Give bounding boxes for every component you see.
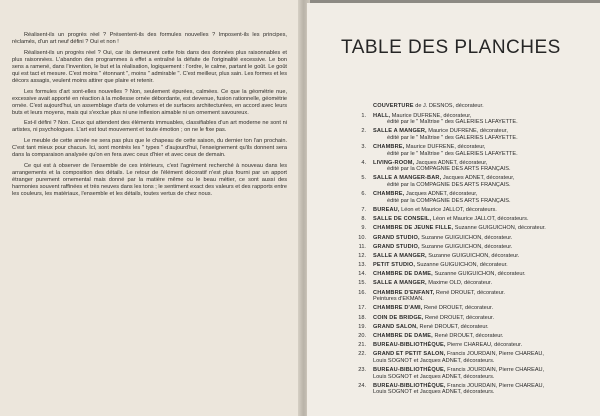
paragraph: Réalisent-ils un progrès réel ? Oui, car ils demeurent cette fois dans des données plus raisonnables et plus raisonnées. L'abandon des programmes à effet a entraîné la défaite de l'originalité excessive. Le bon sens a ramené, dans l'invention, le but et la réalisation, logiquement : l'ordre, le calme, partant le goût. Le goût qui est tact et mesure. C'est moins " étonnant ", moins " admirable ". C'est meilleur, plus sain. Les formes et les décors assagis, veulent moins attirer que plaire et retenir. [12, 49, 287, 84]
plate-credit: René DROUET, décorateur. [432, 332, 504, 339]
plate-number: 14. [358, 271, 366, 278]
plate-entry [353, 128, 593, 141]
plate-room: CHAMBRE, [373, 144, 405, 151]
plate-line [373, 253, 593, 260]
plate-number: 11. [358, 243, 366, 250]
plate-credit: René DROUET, décorateur. [434, 289, 505, 296]
plate-line [373, 280, 593, 287]
plate-line [373, 305, 593, 312]
plate-number: 16. [358, 289, 366, 296]
plate-number: 22. [358, 351, 366, 358]
plate-line [373, 296, 593, 303]
plate-line [373, 119, 593, 126]
page-title: TABLE DES PLANCHES [341, 37, 561, 58]
plate-number: 19. [358, 323, 366, 330]
toc-cover [353, 103, 593, 110]
plate-entry [353, 244, 593, 251]
plate-room: SALLE A MANGER, [373, 252, 427, 259]
plate-number: 18. [358, 314, 366, 321]
plate-entry [353, 305, 593, 312]
cover-label: COUVERTURE [373, 103, 414, 109]
plate-line [373, 207, 593, 214]
plate-credit: Louis SOGNOT et Jacques ADNET, décorateurs. [373, 357, 495, 364]
plate-line [373, 262, 593, 269]
plate-credit: Maurice DUFRENE, décorateur, [404, 144, 486, 151]
plate-room: COIN DE BRIDGE, [373, 314, 424, 321]
plate-entry [353, 271, 593, 278]
plate-credit: Jacques ADNET, décorateur, [414, 159, 488, 166]
plate-entry [353, 160, 593, 173]
plate-room: CHAMBRE DE JEUNE FILLE, [373, 225, 454, 232]
plate-room: GRAND ET PETIT SALON, [373, 351, 446, 358]
plate-credit: Léon et Maurice JALLOT, décorateurs. [431, 216, 529, 223]
plate-room: CHAMBRE, [373, 191, 405, 198]
plate-number: 10. [358, 234, 366, 241]
plate-number: 12. [358, 252, 366, 259]
plate-entry [353, 144, 593, 157]
plate-line [373, 389, 593, 396]
plate-entry [353, 351, 593, 364]
plate-number: 5. [361, 175, 366, 182]
plate-line [373, 358, 593, 365]
plate-credit: édité par la COMPAGNIE DES ARTS FRANÇAIS. [387, 166, 511, 173]
plate-credit: Suzanne GUIGUICHON, décorateur. [453, 225, 546, 232]
plate-entry [353, 262, 593, 269]
plate-number: 20. [358, 332, 366, 339]
plate-credit: édité par le " Maîtrise " des GALERIES LAFAYETTE. [387, 150, 518, 157]
plate-room: SALLE DE CONSEIL, [373, 216, 432, 223]
plate-number: 2. [361, 128, 366, 135]
plate-entry [353, 342, 593, 349]
plate-entry [353, 383, 593, 396]
plate-number: 15. [358, 280, 366, 287]
plate-entry [353, 191, 593, 204]
plate-entry [353, 216, 593, 223]
plate-credit: René DROUET, décorateur. [422, 305, 493, 312]
plates-list [353, 103, 593, 399]
plate-room: BUREAU, [373, 206, 400, 213]
plate-line [373, 235, 593, 242]
plate-line [373, 225, 593, 232]
plate-room: SALLE A MANGER, [373, 128, 427, 135]
plate-line [373, 198, 593, 205]
plate-entry [353, 175, 593, 188]
plate-room: CHAMBRE D'ENFANT, [373, 289, 435, 296]
plate-room: LIVING-ROOM, [373, 159, 415, 166]
plate-credit: édité par le " Maîtrise " des GALERIES LAFAYETTE. [387, 134, 518, 141]
plate-number: 17. [358, 305, 366, 312]
plate-line [373, 216, 593, 223]
plate-line [373, 135, 593, 142]
plate-credit: René DROUET, décorateur. [418, 323, 489, 330]
plate-line [373, 324, 593, 331]
plate-number: 8. [361, 216, 366, 223]
plate-entry [353, 113, 593, 126]
plate-credit: Maurice DUFRENE, décorateur, [390, 112, 472, 119]
plate-room: CHAMBRE DE DAME, [373, 332, 433, 339]
plate-credit: Pierre CHAREAU, décorateur. [445, 342, 523, 349]
plate-line [373, 151, 593, 158]
plate-credit: édité par le " Maîtrise " des GALERIES LAFAYETTE. [387, 119, 518, 126]
plate-entry [353, 367, 593, 380]
plate-credit: édité par la COMPAGNIE DES ARTS FRANÇAIS. [387, 197, 511, 204]
plate-credit: Suzanne GUIGUICHON, décorateur. [432, 271, 526, 278]
paragraph: Les formules d'art sont-elles nouvelles ? Non, seulement épurées, calmées. Ce que la géométrie nue, excessive avait apporté en réaction à la mollesse ornée débordante, est devenue, fusion rationnelle, géométrie ornée. C'est aujourd'hui, un assemblage d'arts de volumes et de surfaces architecturées, en accord avec leurs buts et leurs moyens, mais qui s'exclue plus ni une inflexion aimable ni un ornement savoureux. [12, 88, 287, 116]
plate-entry [353, 333, 593, 340]
plate-room: BUREAU-BIBLIOTHÈQUE, [373, 342, 446, 349]
plate-number: 6. [361, 191, 366, 198]
plate-credit: Léon et Maurice JALLOT, décorateurs. [399, 206, 497, 213]
plate-room: HALL, [373, 112, 391, 119]
paragraph: Ce qui est à observer de l'ensemble de ces intérieurs, c'est l'agrément recherché à nouveau dans les arrangements et la composition des détails. Le retour de l'élément décoratif n'est plus fourni par un apport étranger purement ornemental mais donné par la matière même ou le beau métier, ce sont aussi des harmonies souvent raffinées et très neuves dans les tons ; le sentiment exact des valeurs et des rapports entre les couleurs, les matériaux, l'ensemble et les détails, toutes vertus de chez nous. [12, 163, 287, 198]
plate-credit: Francis JOURDAIN, Pierre CHAREAU, [445, 367, 545, 374]
plate-line [373, 333, 593, 340]
plate-credit: Suzanne GUIGUICHON, décorateur. [419, 243, 513, 250]
paragraph: Réalisent-ils un progrès réel ? Présentent-ils des formules nouvelles ? Imposent-ils les principes, réclamés, d'un art neuf défini ? Oui et non ! [12, 32, 287, 45]
cover-credit: de J. DESNOS, décorateur. [415, 103, 484, 109]
plate-credit: Jacques ADNET, décorateur, [441, 175, 515, 182]
right-page [306, 3, 600, 416]
plate-line [373, 374, 593, 381]
paragraph: Le meuble de cette année ne sera pas plus que le chapeau de cette saison, du dernier ton l'an prochain. C'est tant mieux pour chacun. Ici, sont montrés les " types " d'aujourd'hui, l'enseignement qu'ils donnent sera dans la comparaison analysée qu'on en fera avec ceux d'hier et avec ceux de demain. [12, 138, 287, 159]
plate-credit: édité par la COMPAGNIE DES ARTS FRANÇAIS. [387, 182, 511, 189]
plate-credit: Suzanne GUIGUICHON, décorateur. [426, 252, 520, 259]
plate-credit: Jacques ADNET, décorateur, [404, 191, 478, 198]
left-page-text [12, 32, 287, 202]
plate-entry [353, 290, 593, 303]
plate-line [373, 182, 593, 189]
plate-entry [353, 315, 593, 322]
plate-room: SALLE A MANGER, [373, 280, 427, 287]
plate-credit: Suzanne GUIGUICHON, décorateur. [415, 262, 508, 269]
plate-room: GRAND SALON, [373, 323, 418, 330]
plate-number: 7. [361, 206, 366, 213]
plate-entry [353, 225, 593, 232]
paragraph: Est-il défini ? Non. Ceux qui attendent des éléments immuables, classifiables d'un art moderne ne sont ni artistes, ni psychologues. L'art est tout mouvement et toute émotion ; on ne le fixe pas. [12, 120, 287, 134]
plate-line [373, 271, 593, 278]
plate-room: GRAND STUDIO, [373, 243, 420, 250]
plate-credit: Francis JOURDAIN, Pierre CHAREAU, [445, 351, 544, 358]
plate-entry [353, 280, 593, 287]
plate-entry [353, 324, 593, 331]
plate-line [373, 315, 593, 322]
plate-entry [353, 207, 593, 214]
plate-room: BUREAU-BIBLIOTHÈQUE, [373, 382, 446, 389]
plate-credit: René DROUET, décorateur. [423, 314, 495, 321]
plate-credit: Maxime OLD, décorateur. [426, 280, 493, 287]
plate-number: 1. [361, 112, 366, 119]
plate-entry [353, 253, 593, 260]
plate-credit: Francis JOURDAIN, Pierre CHAREAU, [445, 382, 545, 389]
plate-number: 13. [358, 262, 366, 269]
plate-credit: Suzanne GUIGUICHON, décorateur. [419, 234, 513, 241]
plate-room: PETIT STUDIO, [373, 262, 416, 269]
plate-room: CHAMBRE DE DAME, [373, 271, 433, 278]
plate-number: 24. [358, 382, 366, 389]
plate-number: 23. [358, 367, 366, 374]
plate-number: 3. [361, 144, 366, 151]
plate-room: CHAMBRE D'AMI, [373, 305, 423, 312]
plate-number: 9. [361, 225, 366, 232]
plate-entry [353, 235, 593, 242]
plate-line [373, 342, 593, 349]
plate-line [373, 166, 593, 173]
plate-number: 21. [358, 342, 366, 349]
plate-line [373, 244, 593, 251]
plate-credit: Louis SOGNOT et Jacques ADNET, décorateurs. [373, 389, 495, 396]
plate-room: SALLE A MANGER-BAR, [373, 175, 442, 182]
plate-credit: Louis SOGNOT et Jacques ADNET, décorateurs. [373, 373, 495, 380]
plate-credit: Maurice DUFRENE, décorateur, [426, 128, 508, 135]
plate-number: 4. [361, 159, 366, 166]
plate-credit: Peintures d'EKMAN. [373, 296, 424, 303]
plate-room: GRAND STUDIO, [373, 234, 420, 241]
plate-room: BUREAU-BIBLIOTHÈQUE, [373, 367, 446, 374]
